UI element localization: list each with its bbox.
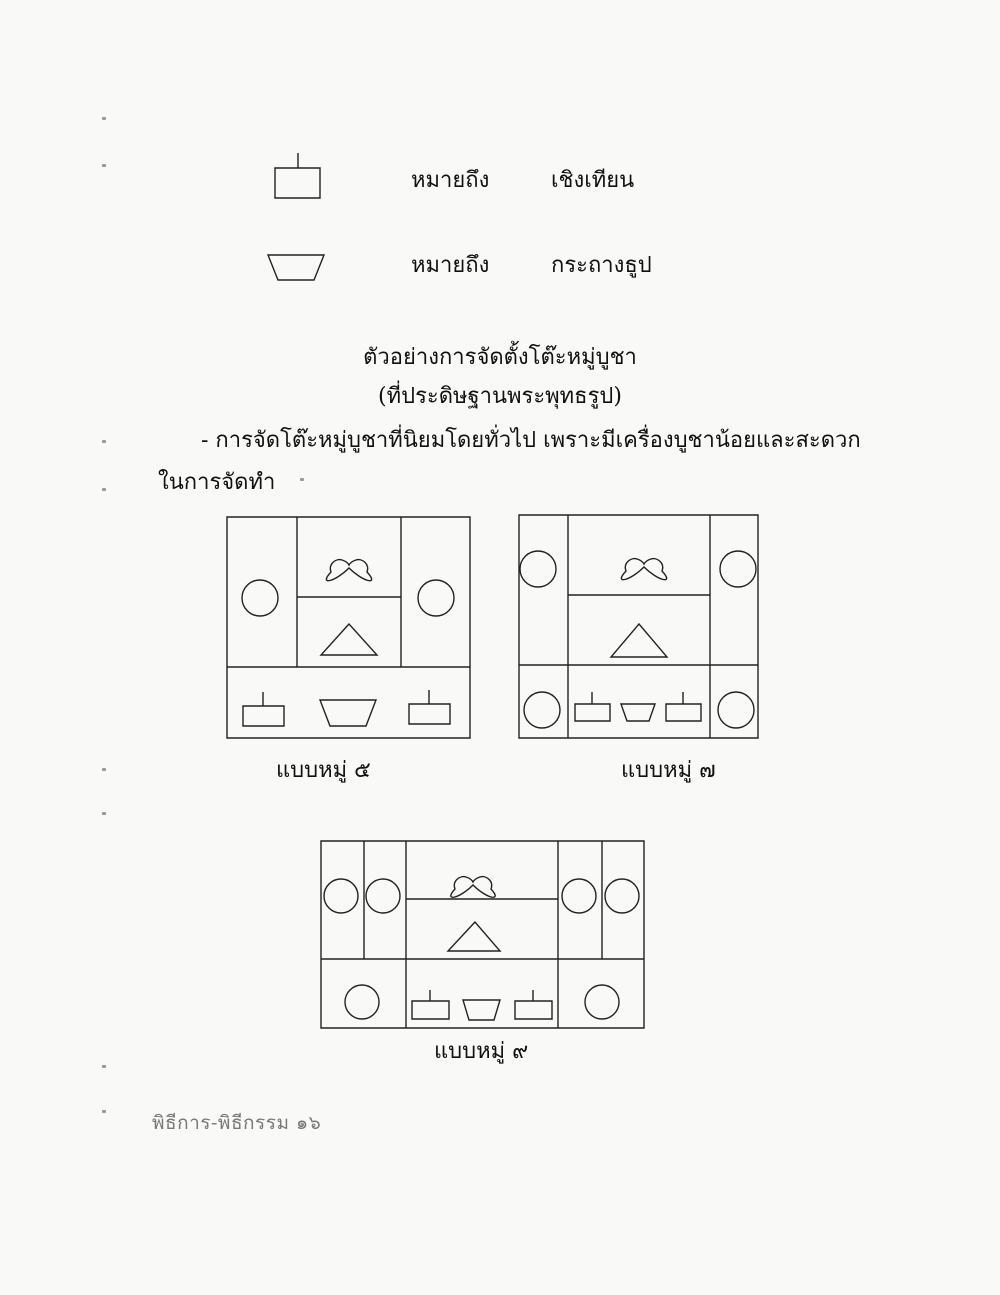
paragraph-line-2: ในการจัดทำ xyxy=(158,470,276,495)
legend-meaning-word: หมายถึง xyxy=(411,253,490,278)
candle-holder-right-icon xyxy=(515,1001,552,1019)
vase-inner-right-icon xyxy=(562,879,596,913)
incense-burner-center-icon xyxy=(463,1000,500,1020)
altar-diagram-set-7 xyxy=(518,514,760,740)
buddha-image-icon xyxy=(321,624,377,655)
scan-speck xyxy=(102,812,106,815)
vase-bottom-left-icon xyxy=(524,692,560,728)
vase-top-right-icon xyxy=(720,551,756,587)
incense-burner-center-icon xyxy=(621,704,655,721)
buddha-image-icon xyxy=(448,922,500,951)
candle-holder-left-icon xyxy=(243,706,284,726)
scan-speck xyxy=(102,117,106,120)
page-footer: พิธีการ-พิธีกรรม ๑๖ xyxy=(152,1112,322,1134)
incense-burner-icon xyxy=(264,250,328,286)
candle-holder-right-icon xyxy=(666,704,701,721)
vase-outer-right-icon xyxy=(605,879,639,913)
vase-right-icon xyxy=(418,580,454,616)
paragraph-line-1: - การจัดโต๊ะหมู่บูชาที่นิยมโดยทั่วไป เพราะมีเครื่องบูชาน้อยและสะดวก xyxy=(201,428,861,453)
candle-holder-icon xyxy=(270,150,326,202)
candle-holder-left-icon xyxy=(412,1001,449,1019)
scan-speck xyxy=(102,488,106,491)
scan-speck xyxy=(300,478,304,481)
vase-outer-left-icon xyxy=(324,879,358,913)
altar-diagram-set-5 xyxy=(226,516,472,740)
legend-item-candle-holder: เชิงเทียน xyxy=(551,168,635,193)
vase-top-left-icon xyxy=(520,551,556,587)
legend-item-incense-burner: กระถางธูป xyxy=(551,253,652,278)
diagram-caption-set-9: แบบหมู่ ๙ xyxy=(434,1039,529,1064)
scan-speck xyxy=(102,440,106,443)
buddha-image-icon xyxy=(611,624,667,657)
scan-speck xyxy=(102,768,106,771)
page-subtitle: (ที่ประดิษฐานพระพุทธรูป) xyxy=(378,384,622,409)
diagram-caption-set-7: แบบหมู่ ๗ xyxy=(621,758,716,783)
page-title: ตัวอย่างการจัดตั้งโต๊ะหมู่บูชา xyxy=(363,345,637,370)
scan-speck xyxy=(102,1110,106,1113)
vase-bottom-right-icon xyxy=(585,985,619,1019)
scan-speck xyxy=(102,164,106,167)
flower-offering-icon xyxy=(326,560,371,581)
flower-offering-icon xyxy=(451,877,495,898)
scan-speck xyxy=(102,1065,106,1068)
altar-diagram-set-9 xyxy=(320,840,646,1030)
incense-burner-center-icon xyxy=(320,700,376,726)
candle-holder-right-icon xyxy=(409,704,450,724)
candle-holder-left-icon xyxy=(575,704,610,721)
vase-inner-left-icon xyxy=(366,879,400,913)
diagram-caption-set-5: แบบหมู่ ๕ xyxy=(276,758,371,783)
vase-bottom-right-icon xyxy=(718,692,754,728)
legend-meaning-word: หมายถึง xyxy=(411,168,490,193)
vase-left-icon xyxy=(242,580,278,616)
vase-bottom-left-icon xyxy=(345,985,379,1019)
flower-offering-icon xyxy=(621,559,666,580)
